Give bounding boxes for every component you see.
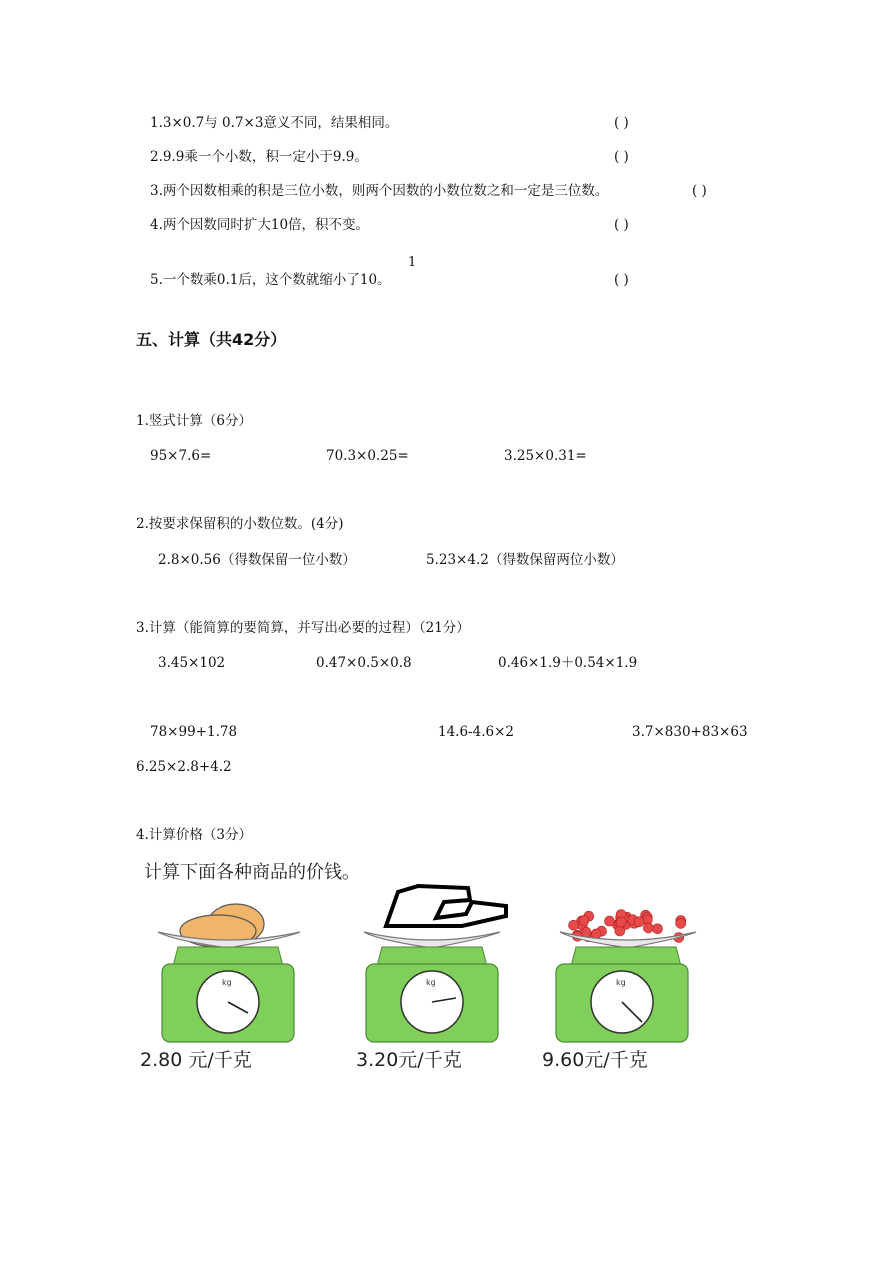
item-drawing: [386, 886, 506, 926]
simplify-item: 3.7×830+83×63: [632, 724, 748, 740]
fraction-numerator: 1: [408, 255, 417, 270]
judge-q1: 1.3×0.7与 0.7×3意义不同，结果相同。: [150, 115, 399, 131]
simplify-item: 14.6-4.6×2: [438, 724, 514, 740]
simplify-item: 3.45×102: [158, 655, 226, 671]
answer-paren-1: ( ): [614, 115, 629, 131]
scale-2: [356, 886, 506, 1071]
scales-figure: [136, 852, 708, 1074]
simplify-item: 6.25×2.8+4.2: [136, 759, 232, 775]
judge-q4: 4.两个因数同时扩大10倍，积不变。: [150, 217, 370, 233]
berry: [569, 920, 579, 930]
berry: [643, 923, 653, 933]
scale-tray: [364, 932, 500, 948]
berry: [605, 916, 615, 926]
simplify-item: 78×99+1.78: [150, 724, 238, 740]
price-label-1: 2.80 元/千克: [140, 1049, 252, 1071]
berry: [615, 926, 625, 936]
dial-label: kg: [616, 978, 626, 987]
scale-1: [140, 904, 300, 1071]
berry: [616, 917, 626, 927]
dial-label: kg: [222, 978, 232, 987]
answer-paren-3: ( ): [692, 183, 707, 199]
round-item: 5.23×4.2（得数保留两位小数）: [426, 552, 624, 568]
answer-paren-5: ( ): [614, 272, 629, 288]
berry: [634, 917, 644, 927]
berry: [653, 924, 663, 934]
answer-paren-4: ( ): [614, 217, 629, 233]
section-heading: 五、计算（共42分）: [136, 330, 287, 349]
price-label-3: 9.60元/千克: [542, 1049, 648, 1071]
berry: [579, 915, 589, 925]
part3-title: 3.计算（能简算的要简算，并写出必要的过程）（21分）: [136, 620, 470, 636]
part1-title: 1.竖式计算（6分）: [136, 413, 252, 429]
berry: [676, 918, 686, 928]
simplify-item: 0.46×1.9＋0.54×1.9: [498, 655, 638, 671]
dial-label: kg: [426, 978, 436, 987]
figure-caption: 计算下面各种商品的价钱。: [144, 862, 360, 883]
part2-title: 2.按要求保留积的小数位数。(4分): [136, 516, 344, 532]
calc-item: 70.3×0.25=: [326, 448, 409, 464]
judge-q2: 2.9.9乘一个小数，积一定小于9.9。: [150, 149, 368, 165]
calc-item: 95×7.6=: [150, 448, 212, 464]
price-label-2: 3.20元/千克: [356, 1049, 462, 1071]
judge-q5: 5.一个数乘0.1后，这个数就缩小了10。: [150, 272, 391, 288]
answer-paren-2: ( ): [614, 149, 629, 165]
simplify-item: 0.47×0.5×0.8: [316, 655, 412, 671]
judge-q3: 3.两个因数相乘的积是三位小数，则两个因数的小数位数之和一定是三位数。: [150, 183, 609, 199]
calc-item: 3.25×0.31=: [504, 448, 587, 464]
part4-title: 4.计算价格（3分）: [136, 827, 252, 843]
scale-3: [542, 910, 696, 1072]
round-item: 2.8×0.56（得数保留一位小数）: [158, 552, 356, 568]
